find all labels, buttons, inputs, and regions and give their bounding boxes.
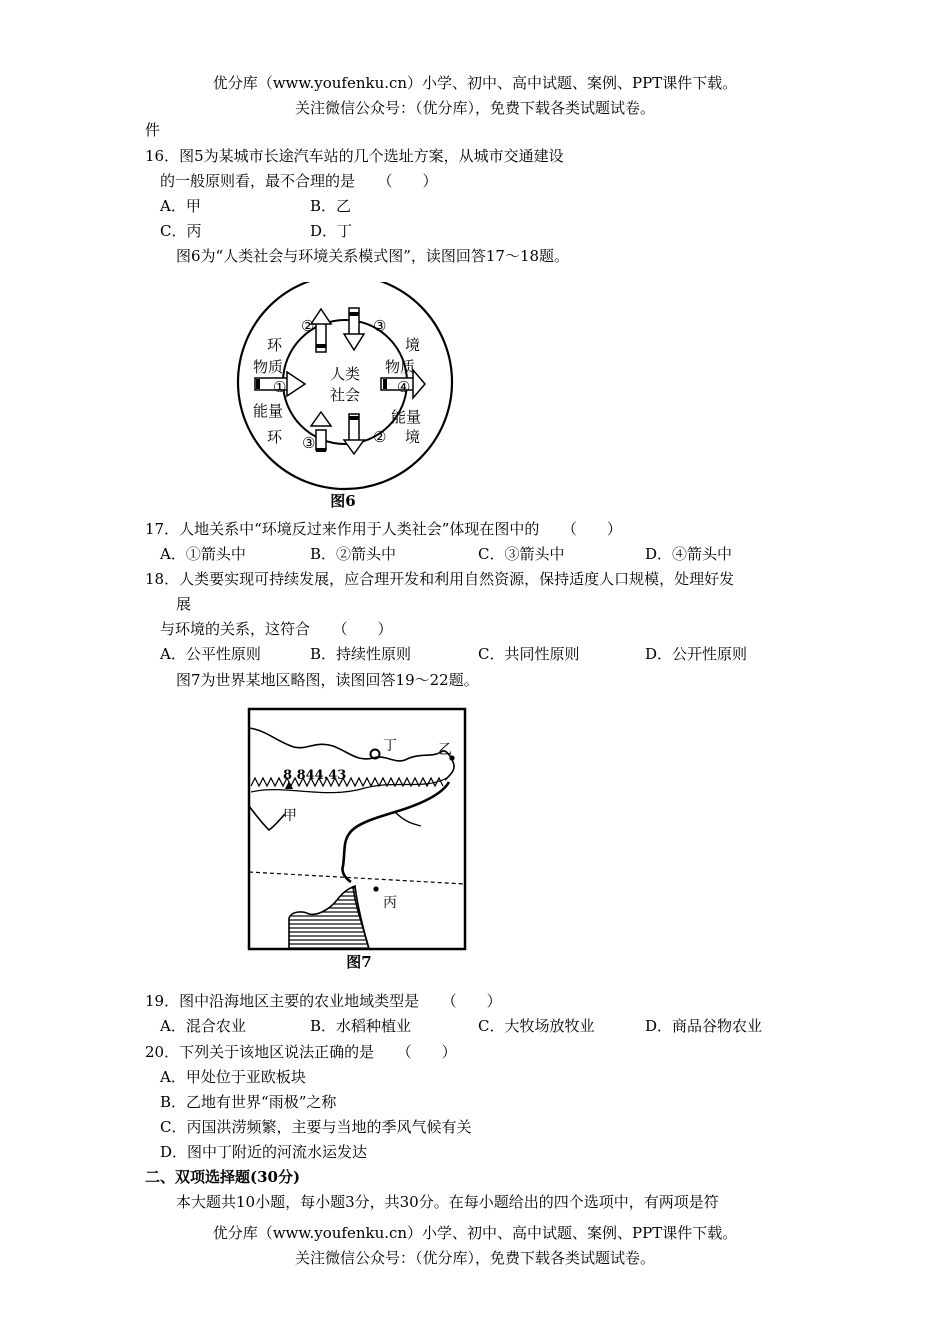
coastline-north <box>249 728 454 780</box>
label-3-bottom: ③ <box>302 434 316 452</box>
arrow-down-top-right <box>344 308 364 350</box>
label-jia: 甲 <box>283 808 297 824</box>
q19-stem: 19．图中沿海地区主要的农业地域类型是 （ ） <box>145 992 502 1010</box>
coastline-west <box>249 806 285 830</box>
header-line-2: 关注微信公众号：（优分库），免费下载各类试题试卷。 <box>294 99 655 117</box>
q18-stem-3: 与环境的关系，这符合 （ ） <box>160 620 393 638</box>
figure-6-caption: 图6 <box>330 492 356 510</box>
q18-option-d: D．公开性原则 <box>645 645 748 663</box>
label-ding: 丁 <box>383 738 397 754</box>
label-1: ① <box>273 378 287 396</box>
q17-stem: 17．人地关系中“环境反过来作用于人类社会”体现在图中的 （ ） <box>145 520 622 538</box>
label-4: ④ <box>397 378 411 396</box>
env-right-top: 境 <box>405 336 421 354</box>
figure-7-caption: 图7 <box>346 953 372 971</box>
intro-figure-6: 图6为“人类社会与环境关系模式图”，读图回答17～18题。 <box>176 247 570 265</box>
q19-option-c: C．大牧场放牧业 <box>478 1017 595 1035</box>
arrow-down-bottom-right <box>344 414 364 454</box>
q16-option-c: C．丙 <box>160 222 202 240</box>
q17-option-d: D．④箭头中 <box>645 545 733 563</box>
q18-stem-1: 18．人类要实现可持续发展，应合理开发和利用自然资源，保持适度人口规模，处理好发 <box>145 570 735 588</box>
point-bing-icon <box>373 886 378 891</box>
label-yi: 乙 <box>438 742 452 758</box>
q18-option-a: A．公平性原则 <box>160 645 261 663</box>
env-left-top: 环 <box>267 336 283 354</box>
env-left-bottom: 环 <box>267 428 283 446</box>
label-3-top: ③ <box>373 317 387 335</box>
q20-option-b: B．乙地有世界“雨极”之称 <box>160 1093 337 1111</box>
q16-stem-2: 的一般原则看，最不合理的是 （ ） <box>160 172 438 190</box>
elevation-label: 8 844.43 <box>283 768 347 783</box>
q20-stem: 20．下列关于该地区说法正确的是 （ ） <box>145 1043 457 1061</box>
mountain-range <box>251 778 447 793</box>
figure-7-map <box>245 706 470 976</box>
footer-line-2: 关注微信公众号：（优分库），免费下载各类试题试卷。 <box>294 1249 655 1267</box>
header-line-1: 优分库（www.youfenku.cn）小学、初中、高中试题、案例、PPT课件下载。 <box>212 74 738 92</box>
matter-right: 物质 <box>385 358 416 376</box>
river-main <box>342 782 449 882</box>
q18-option-c: C．共同性原则 <box>478 645 580 663</box>
q19-option-d: D．商品谷物农业 <box>645 1017 763 1035</box>
q17-option-c: C．③箭头中 <box>478 545 565 563</box>
q20-option-a: A．甲处位于亚欧板块 <box>160 1068 306 1086</box>
center-label-1: 人类 <box>329 365 361 383</box>
section-2-title: 二、双项选择题(30分) <box>145 1168 301 1186</box>
q16-option-a: A．甲 <box>160 197 201 215</box>
carry-over-text: 件 <box>145 121 161 139</box>
energy-left: 能量 <box>253 402 284 420</box>
q18-stem-2: 展 <box>176 595 192 613</box>
river-branch <box>395 812 421 826</box>
q16-option-d: D．丁 <box>310 222 353 240</box>
section-2-description: 本大题共10小题，每小题3分，共30分。在每小题给出的四个选项中，有两项是符 <box>176 1193 719 1211</box>
energy-right: 能量 <box>391 408 422 426</box>
q17-option-b: B．②箭头中 <box>310 545 397 563</box>
footer-line-1: 优分库（www.youfenku.cn）小学、初中、高中试题、案例、PPT课件下载。 <box>212 1224 738 1242</box>
q20-option-c: C．丙国洪涝频繁，主要与当地的季风气候有关 <box>160 1118 472 1136</box>
q20-option-d: D．图中丁附近的河流水运发达 <box>160 1143 368 1161</box>
center-label-2: 社会 <box>329 386 361 404</box>
env-right-bottom: 境 <box>405 428 421 446</box>
label-2-top: ② <box>301 317 315 335</box>
figure-6-diagram <box>225 282 465 514</box>
matter-left: 物质 <box>253 358 284 376</box>
q19-option-a: A．混合农业 <box>160 1017 246 1035</box>
label-2-bottom: ② <box>373 428 387 446</box>
latitude-line <box>249 872 465 884</box>
q18-option-b: B．持续性原则 <box>310 645 412 663</box>
q16-option-b: B．乙 <box>310 197 352 215</box>
q16-stem-1: 16．图5为某城市长途汽车站的几个选址方案，从城市交通建设 <box>145 147 564 165</box>
q19-option-b: B．水稻种植业 <box>310 1017 412 1035</box>
label-bing: 丙 <box>383 895 397 911</box>
q17-option-a: A．①箭头中 <box>160 545 246 563</box>
hatched-coastal-area <box>289 886 369 949</box>
intro-figure-7: 图7为世界某地区略图，读图回答19～22题。 <box>176 671 479 689</box>
